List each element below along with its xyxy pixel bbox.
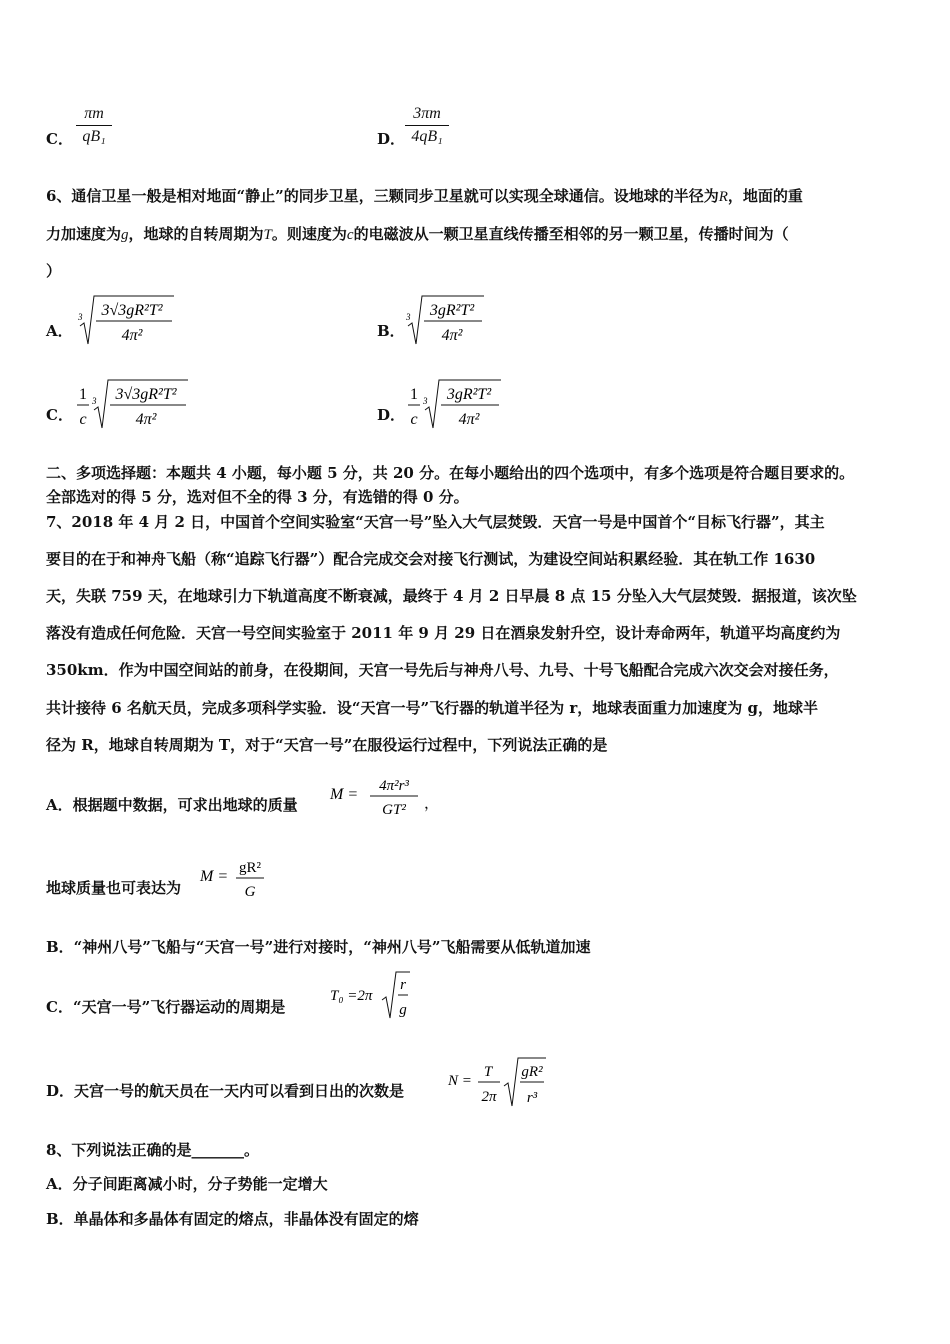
q6-stem-line-2: 力加速度为g，地球的自转周期为T。则速度为c的电磁波从一颗卫星直线传播至相邻的另一颗卫星，传播时间为（ [46, 225, 789, 243]
q7-stem-line: 天，失联 759 天，在地球引力下轨道高度不断衰减，最终于 4 月 2 日早晨 8 点 15 分坠入大气层焚毁．据报道，该次坠 [46, 587, 857, 605]
q7-stem-line: 7、2018 年 4 月 2 日，中国首个空间实验室“天宫一号”坠入大气层焚毁．天宫一号是中国首个“目标飞行器”，其主 [46, 513, 825, 531]
q7-option-a-formula [328, 770, 438, 822]
q6-var-R: R [718, 189, 728, 205]
q6-var-T: T [263, 227, 272, 243]
q6-var-c: c [346, 227, 354, 243]
q7-option-c-text: C．“天宫一号”飞行器运动的周期是 [46, 998, 286, 1016]
q7-c-denominator: g [399, 1002, 407, 1018]
q6-c-root-index: 3 [92, 396, 97, 406]
q7-stem-line: 350km．作为中国空间站的前身，在役期间，天宫一号先后与神舟八号、九号、十号飞船配合完成六次交会对接任务， [46, 661, 839, 679]
q6-option-d-formula [405, 376, 505, 436]
q6-option-a-label: A． [46, 322, 73, 340]
q6-option-c-label: C． [46, 406, 73, 424]
q6-d-denominator: 4π² [458, 411, 480, 428]
q7-d-numerator: gR² [521, 1064, 543, 1080]
q6-var-g: g [121, 227, 129, 243]
q7-c-numerator: r [400, 977, 406, 993]
q6-option-a-formula [76, 292, 176, 352]
q6-option-d-label: D． [377, 406, 406, 424]
q7-a-lhs: M = [330, 786, 359, 803]
q7-c-lhs: T₀ =2π [330, 988, 373, 1004]
q6-b-denominator: 4π² [441, 327, 463, 344]
q6-d-numerator: 3gR²T² [446, 386, 492, 403]
q6-stem-line-1: 6、通信卫星一般是相对地面“静止”的同步卫星，三颗同步卫星就可以实现全球通信。设地球的半径为R，地面的重 [46, 187, 803, 205]
q6-c-coef-numerator: 1 [79, 386, 87, 403]
q8-option-a: A．分子间距离减小时，分子势能一定增大 [46, 1175, 328, 1193]
q5-c-numerator: πm [84, 105, 104, 122]
q6-c-coef-denominator: c [79, 411, 87, 428]
q5-d-denominator: 4qB₁ [411, 128, 443, 145]
q7-option-d-formula [446, 1054, 556, 1110]
q7-a-comma: ， [424, 796, 440, 812]
q5-option-c-label: C． [46, 130, 73, 148]
q7-a2-denominator: G [244, 884, 256, 900]
q7-d-coef-denominator: 2π [481, 1089, 497, 1105]
q7-a-numerator: 4π²r³ [379, 778, 409, 794]
q7-d-denominator: r³ [526, 1090, 538, 1106]
q7-option-d-text: D．天宫一号的航天员在一天内可以看到日出的次数是 [46, 1082, 405, 1100]
q8-option-b: B．单晶体和多晶体有固定的熔点，非晶体没有固定的熔 [46, 1210, 419, 1228]
q7-stem-line: 共计接待 6 名航天员，完成多项科学实验．设“天宫一号”飞行器的轨道半径为 r，地球表面重力加速度为 g，地球半 [46, 699, 818, 717]
q6-option-c-formula [74, 376, 192, 436]
q5-option-d-fraction [405, 103, 449, 148]
q6-a-root-index: 3 [78, 312, 83, 322]
q7-d-coef-numerator: T [483, 1064, 493, 1080]
q5-option-d-label: D． [377, 130, 406, 148]
q6-a-denominator: 4π² [121, 327, 143, 344]
q7-option-a-text: A．根据题中数据，可求出地球的质量 [46, 796, 298, 814]
section-2-heading-line-1: 二、多项选择题：本题共 4 小题，每小题 5 分，共 20 分。在每小题给出的四个选项中，有多个选项是符合题目要求的。 [46, 464, 855, 482]
q7-a-denominator: GT² [382, 802, 406, 818]
q6-stem-line-3: ） [46, 262, 62, 280]
q7-option-c-formula [328, 968, 438, 1024]
q6-c-numerator: 3√3gR²T² [115, 386, 177, 403]
q5-option-c-fraction [76, 103, 112, 148]
q5-c-denominator: qB₁ [82, 128, 106, 145]
q7-stem-line: 落没有造成任何危险．天宫一号空间实验室于 2011 年 9 月 29 日在酒泉发射升空，设计寿命两年，轨道平均高度约为 [46, 624, 841, 642]
q6-c-denominator: 4π² [135, 411, 157, 428]
q6-option-b-label: B． [377, 322, 405, 340]
section-2-heading-line-2: 全部选对的得 5 分，选对但不全的得 3 分，有选错的得 0 分。 [46, 488, 469, 506]
q5-d-numerator: 3πm [413, 105, 441, 122]
q7-option-b-text: B．“神州八号”飞船与“天宫一号”进行对接时，“神州八号”飞船需要从低轨道加速 [46, 938, 591, 956]
q7-d-lhs: N = [448, 1073, 472, 1089]
q7-option-a-alt-text: 地球质量也可表达为 [46, 879, 182, 897]
q6-b-numerator: 3gR²T² [429, 302, 475, 319]
q6-b-root-index: 3 [406, 312, 411, 322]
q8-stem: 8、下列说法正确的是_______。 [46, 1141, 259, 1159]
q6-a-numerator: 3√3gR²T² [101, 302, 163, 319]
q7-a2-numerator: gR² [238, 860, 262, 876]
q7-option-a-alt-formula [198, 852, 278, 904]
q7-stem-line: 要目的在于和神舟飞船（称“追踪飞行器”）配合完成交会对接飞行测试，为建设空间站积累经验．其在轨工作 1630 [46, 550, 816, 568]
q7-a2-lhs: M = [200, 868, 229, 885]
q6-d-root-index: 3 [423, 396, 428, 406]
q6-d-coef-numerator: 1 [410, 386, 418, 403]
q7-stem-line: 径为 R，地球自转周期为 T，对于“天宫一号”在服役运行过程中，下列说法正确的是 [46, 736, 608, 754]
q6-option-b-formula [404, 292, 486, 352]
q6-d-coef-denominator: c [410, 411, 418, 428]
